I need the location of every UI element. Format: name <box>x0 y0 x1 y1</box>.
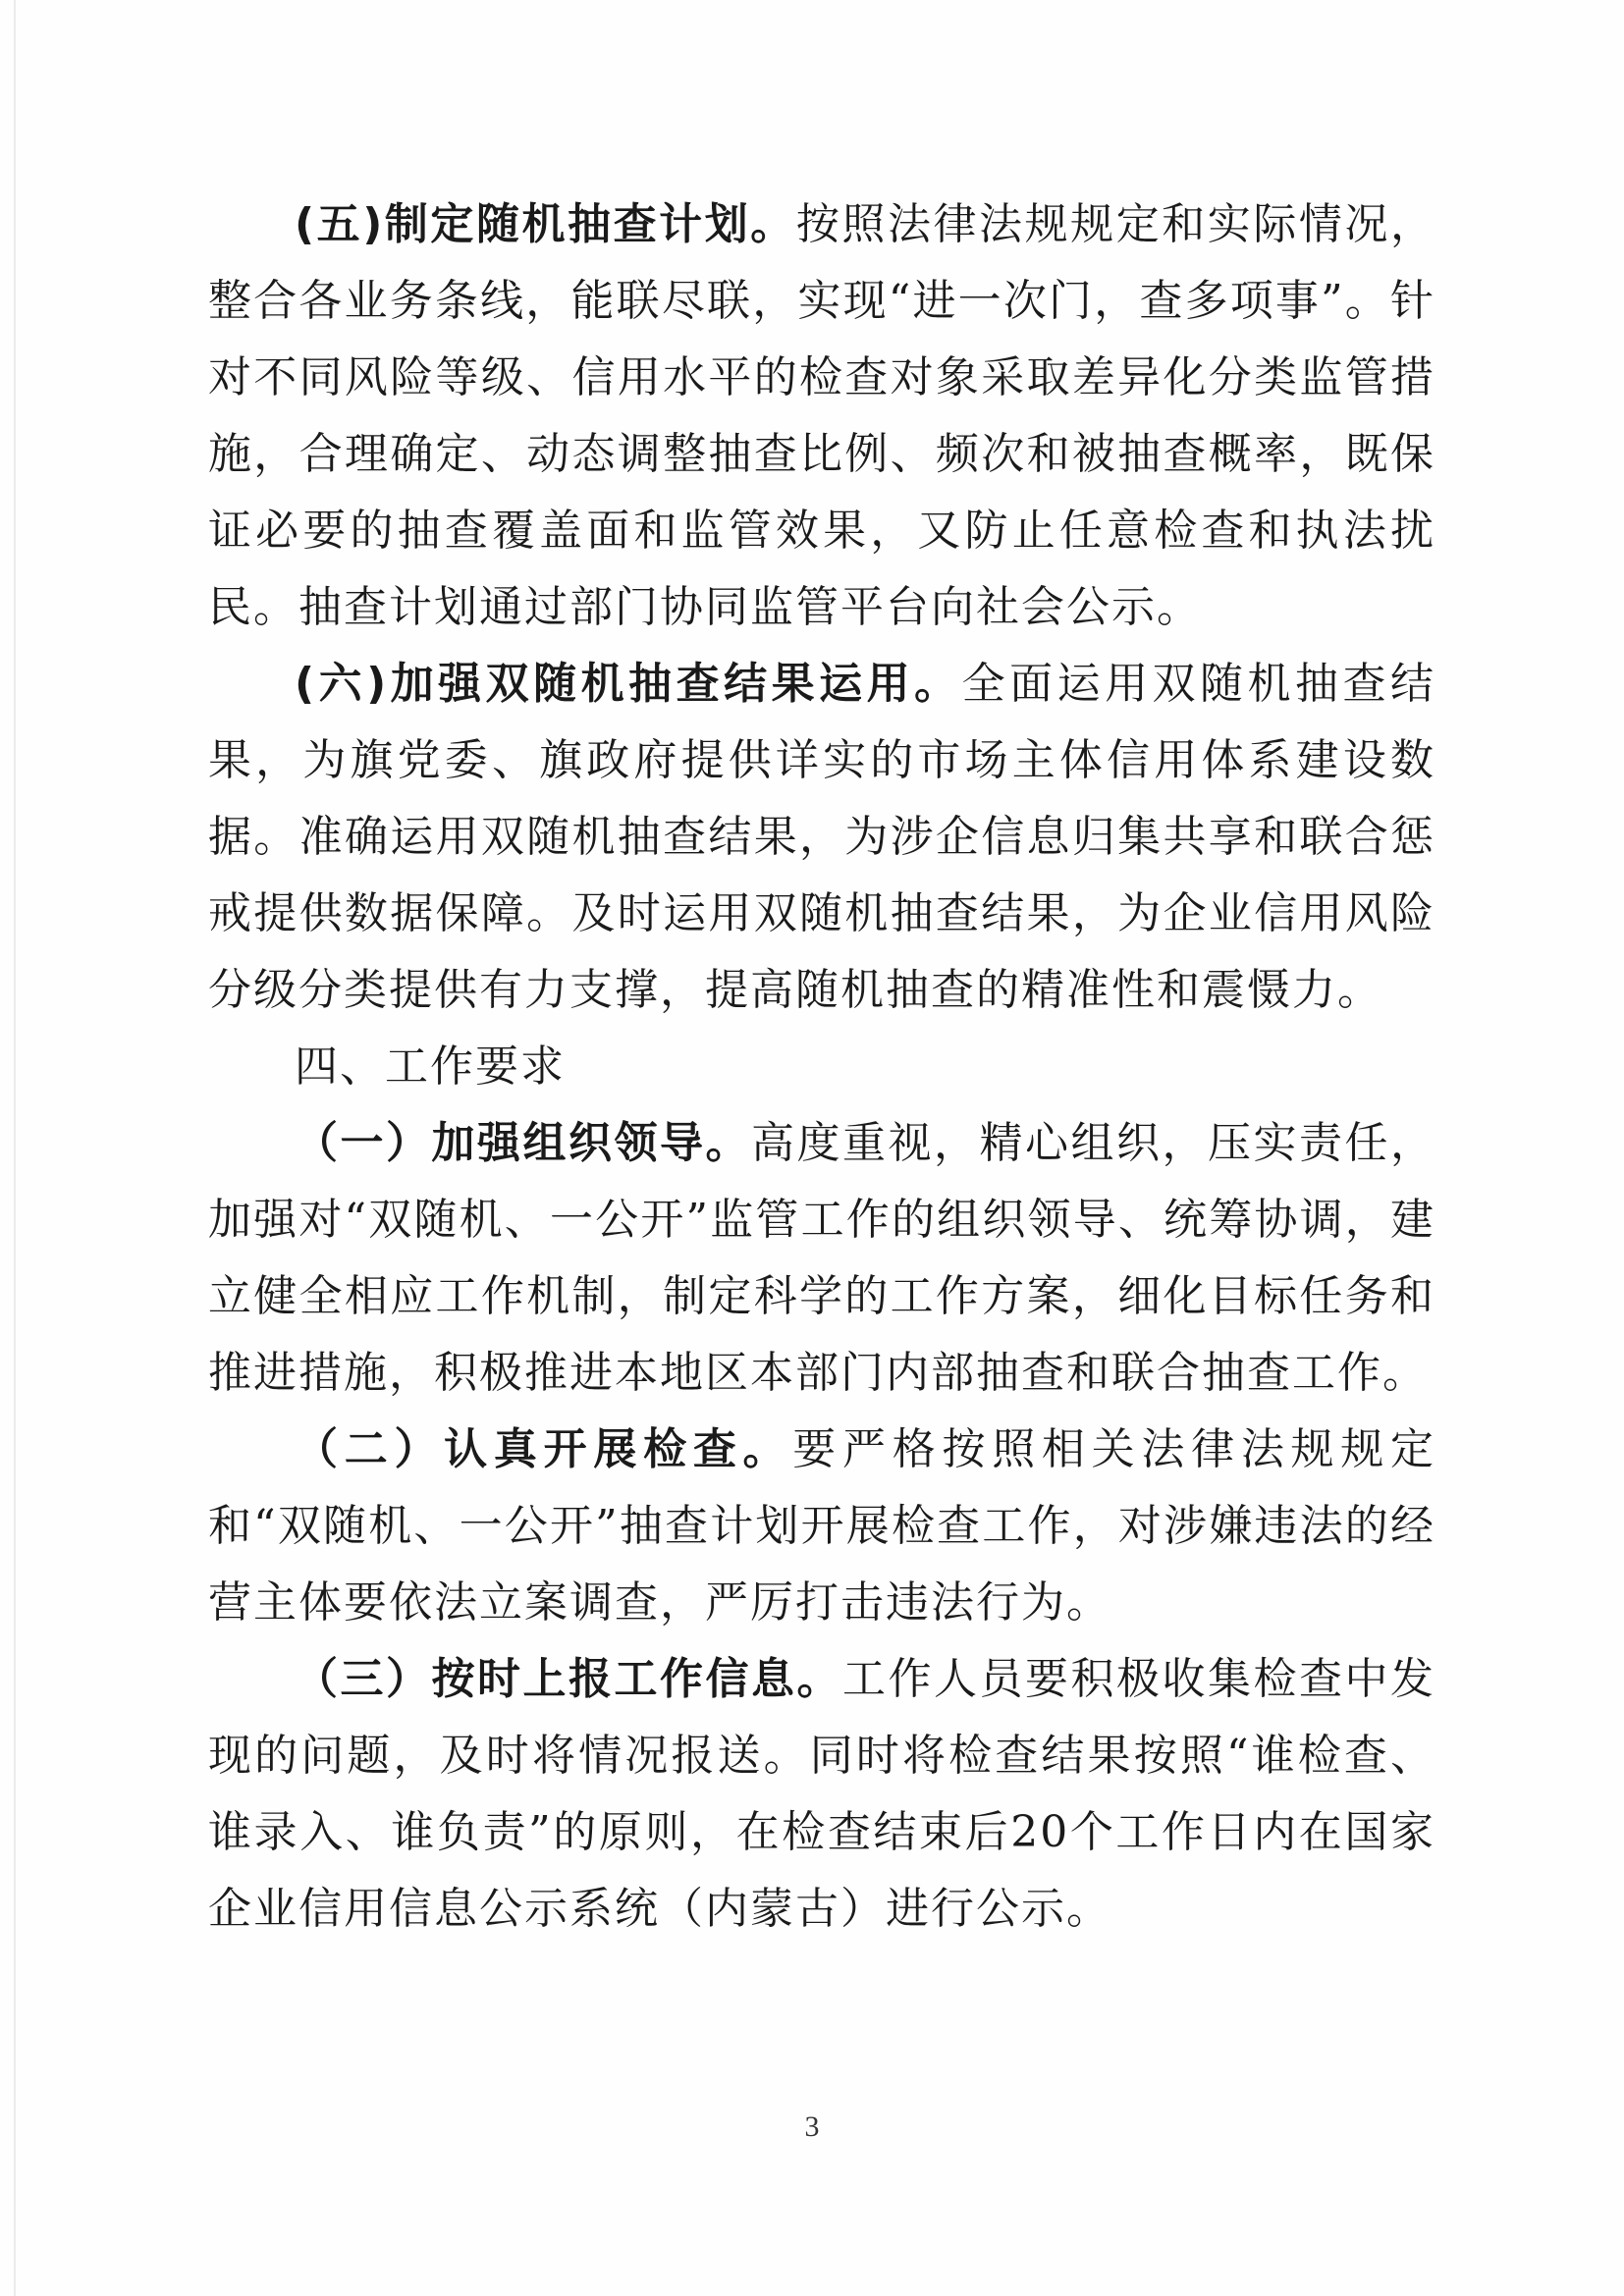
page-number: 3 <box>804 2110 820 2143</box>
section-heading-work-requirements: 四、工作要求 <box>295 1041 566 1092</box>
requirement-text: 工作人员要积极收集检查中发现的问题，及时将情况报送。同时将检查结果按照“谁检查、谁录入、谁负责”的原则，在检查结束后20个工作日内在国家企业信用信息公示系统（内蒙古）进行公示。 <box>208 1654 1435 1934</box>
paragraph-result-application <box>208 646 1435 1029</box>
paragraph-text: 全面运用双随机抽查结果，为旗党委、旗政府提供详实的市场主体信用体系建设数据。准确运用双随机抽查结果，为涉企信息归集共享和联合惩戒提供数据保障。及时运用双随机抽查结果，为企业信用风险分级分类提供有力支撑，提高随机抽查的精准性和震慑力。 <box>208 659 1436 1015</box>
requirement-lead: （二）认真开展检查。 <box>295 1424 793 1474</box>
requirement-report-information <box>208 1641 1435 1948</box>
requirement-lead: （一）加强组织领导。 <box>295 1118 751 1168</box>
paragraph-lead: (六)加强双随机抽查结果运用。 <box>295 659 962 709</box>
scan-edge-line <box>14 0 16 2296</box>
paragraph-text: 按照法律法规规定和实际情况，整合各业务条线，能联尽联，实现“进一次门，查多项事”。针对不同风险等级、信用水平的检查对象采取差异化分类监管措施，合理确定、动态调整抽查比例、频次和被抽查概率，既保证必要的抽查覆盖面和监管效果，又防止任意检查和执法扰民。抽查计划通过部门协同监管平台向社会公示。 <box>208 199 1436 632</box>
document-body <box>208 187 1435 1948</box>
requirement-text: 要严格按照相关法律法规规定和“双随机、一公开”抽查计划开展检查工作，对涉嫌违法的经营主体要依法立案调查，严厉打击违法行为。 <box>208 1424 1436 1628</box>
requirement-text: 高度重视，精心组织，压实责任，加强对“双随机、一公开”监管工作的组织领导、统筹协调，建立健全相应工作机制，制定科学的工作方案，细化目标任务和推进措施，积极推进本地区本部门内部抽查和联合抽查工作。 <box>208 1118 1435 1398</box>
requirement-lead: （三）按时上报工作信息。 <box>295 1654 842 1704</box>
requirement-carry-out-inspection <box>208 1412 1435 1641</box>
requirement-organization-leadership <box>208 1105 1435 1412</box>
paragraph-random-inspection-plan <box>208 187 1435 646</box>
paragraph-lead: (五)制定随机抽查计划。 <box>295 199 796 249</box>
